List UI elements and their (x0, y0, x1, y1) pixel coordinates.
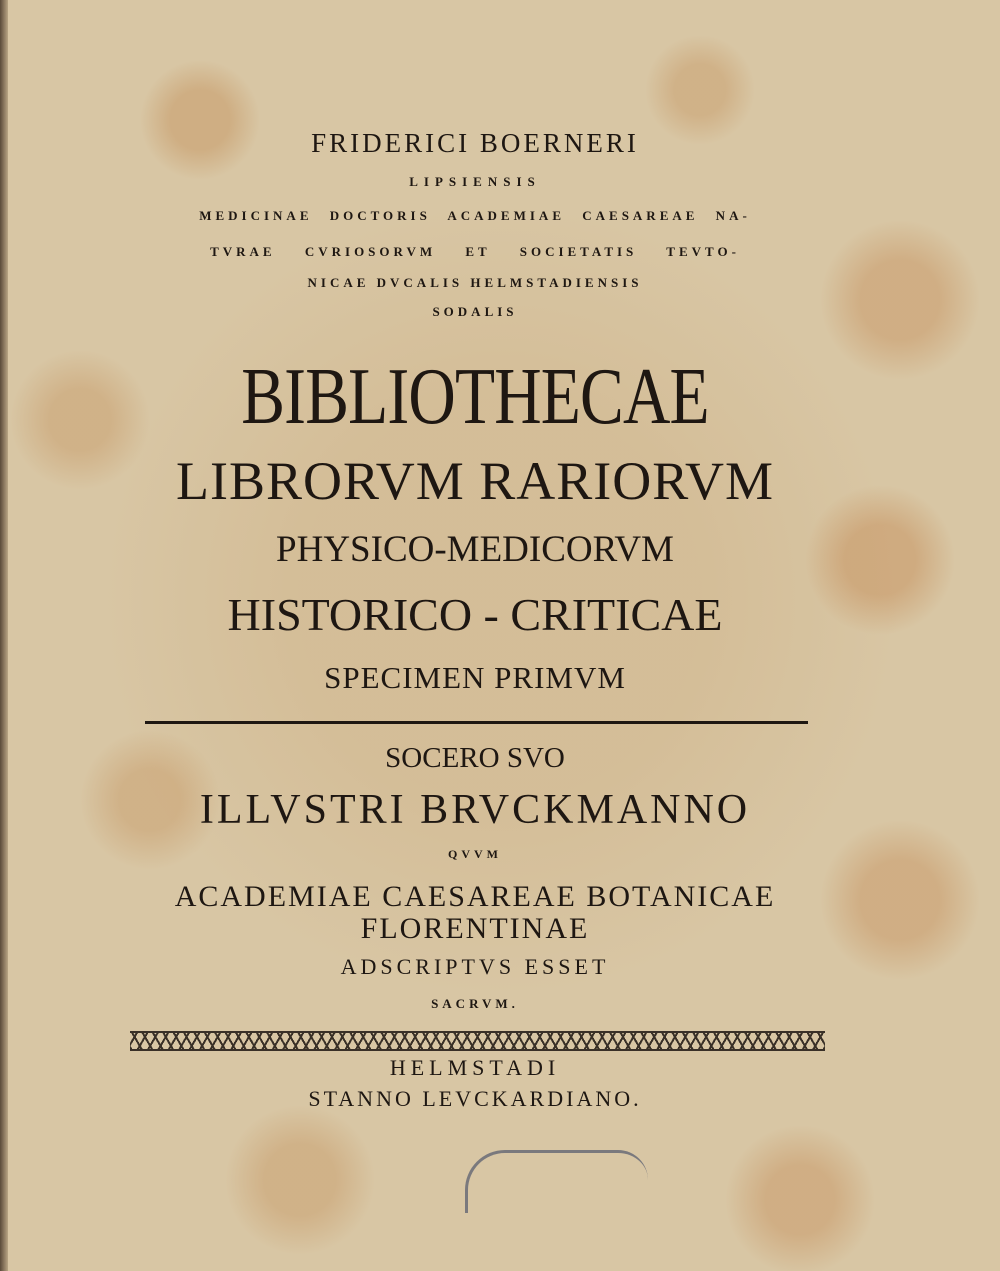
dedication-line-4: ACADEMIAE CAESAREAE BOTANICAE (174, 880, 776, 913)
dedication-line-2: ILLVSTRI BRVCKMANNO (199, 787, 751, 833)
dedication-line-5: FLORENTINAE (360, 912, 590, 945)
dedication-line-7: SACRVM. (431, 996, 519, 1011)
author-name: FRIDERICI BOERNERI (311, 128, 639, 158)
divider-rule (145, 721, 808, 724)
author-title-3: NICAE DVCALIS HELMSTADIENSIS (307, 275, 643, 290)
title-line-5: SPECIMEN PRIMVM (324, 660, 626, 695)
title-line-2: LIBRORVM RARIORVM (176, 451, 774, 511)
ornament-band (130, 1031, 825, 1051)
author-title-2: TVRAE CVRIOSORVM ET SOCIETATIS TEVTO- (210, 244, 740, 259)
author-title-4: SODALIS (432, 304, 518, 319)
library-stamp (465, 1150, 648, 1213)
title-line-1: BIBLIOTHECAE (241, 353, 709, 441)
imprint-place: HELMSTADI (389, 1055, 561, 1080)
title-line-4: HISTORICO - CRITICAE (227, 589, 723, 640)
dedication-line-1: SOCERO SVO (385, 742, 565, 774)
page-edge (0, 0, 8, 1271)
author-title-1: MEDICINAE DOCTORIS ACADEMIAE CAESAREAE NA- (199, 208, 751, 223)
imprint-printer: STANNO LEVCKARDIANO. (308, 1086, 642, 1111)
dedication-line-6: ADSCRIPTVS ESSET (340, 954, 610, 979)
dedication-line-3: QVVM (448, 847, 502, 861)
title-line-3: PHYSICO-MEDICORVM (276, 529, 674, 570)
author-origin: LIPSIENSIS (409, 174, 541, 189)
